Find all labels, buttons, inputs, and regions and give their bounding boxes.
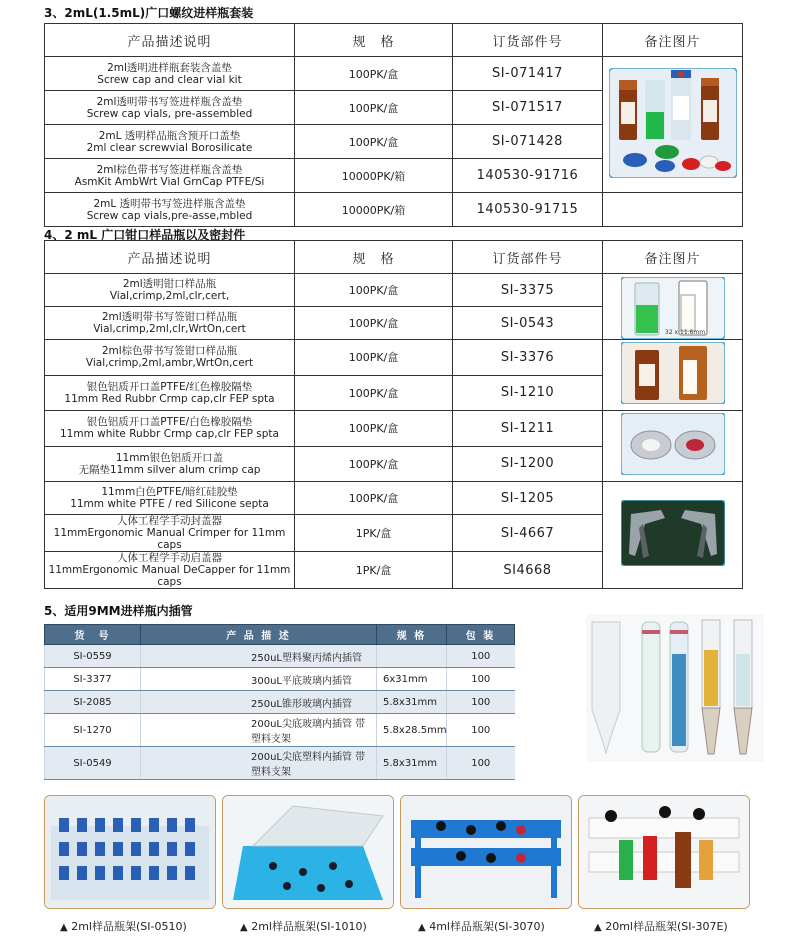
- desc-cell: 200uL尖底玻璃内插管 带塑料支架: [141, 714, 377, 747]
- amber-crimp-vial-photo-cell: [603, 340, 743, 411]
- spec-cell: 5.8x28.5mm: [377, 714, 447, 747]
- rack-caption-2: ▲ 2ml样品瓶架(SI-1010): [240, 920, 367, 933]
- spec-cell: 100PK/盒: [295, 57, 453, 91]
- spec-cell: 6x31mm: [377, 668, 447, 691]
- spec-cell: 100PK/盒: [295, 340, 453, 376]
- s3-header-part: 订货部件号: [453, 24, 603, 57]
- spec-cell: 10000PK/箱: [295, 159, 453, 193]
- desc-cell: 250uL塑料聚丙烯内插管: [141, 645, 377, 668]
- s5-header-pack: 包 装: [447, 625, 515, 645]
- pack-cell: 100: [447, 645, 515, 668]
- rack-photo-4: [578, 795, 750, 909]
- part-number-cell: SI-4667: [453, 515, 603, 552]
- amber-crimp-vial-photo: [621, 342, 725, 404]
- table-row-desc: 银色铝质开口盖PTFE/红色橡胶隔垫 11mm Red Rubbr Crmp cap,clr FEP spta: [45, 375, 295, 411]
- part-number-cell: SI-1205: [453, 482, 603, 515]
- rack-2ml-box-image: [223, 796, 393, 908]
- rack-caption-3: ▲ 4ml样品瓶架(SI-3070): [418, 920, 545, 933]
- spec-cell: 100PK/盒: [295, 411, 453, 447]
- rack-caption-4: ▲ 20ml样品瓶架(SI-307E): [594, 920, 728, 933]
- table-row-desc: 2ml透明钳口样品瓶 Vial,crimp,2ml,clr,cert,: [45, 274, 295, 307]
- spec-cell: 100PK/盒: [295, 446, 453, 482]
- pack-cell: 100: [447, 668, 515, 691]
- s3-header-spec: 规 格: [295, 24, 453, 57]
- spec-cell: 10000PK/箱: [295, 193, 453, 227]
- s4-header-part: 订货部件号: [453, 241, 603, 274]
- part-number-cell: SI-3375: [453, 274, 603, 307]
- table-row-desc: 2ml棕色带书写签进样瓶含盖垫 AsmKit AmbWrt Vial GrnCap PTFE/Si: [45, 159, 295, 193]
- spec-cell: 100PK/盒: [295, 375, 453, 411]
- s3-header-photo: 备注图片: [603, 24, 743, 57]
- part-number-cell: SI-071428: [453, 125, 603, 159]
- table-row-desc: 2mL 透明样品瓶含预开口盖垫 2ml clear screwvial Borosilicate: [45, 125, 295, 159]
- part-number-cell: SI-1211: [453, 411, 603, 447]
- s3-photo-cell: [603, 57, 743, 193]
- table-row-desc: 2ml透明带书写签钳口样品瓶 Vial,crimp,2ml,clr,WrtOn,cert: [45, 307, 295, 340]
- rack-caption-1: ▲ 2ml样品瓶架(SI-0510): [60, 920, 187, 933]
- code-cell: SI-1270: [45, 714, 141, 747]
- table-row-desc: 2ml透明带书写签进样瓶含盖垫 Screw cap vials, pre-assembled: [45, 91, 295, 125]
- table-row: [45, 668, 515, 691]
- part-number-cell: SI-1210: [453, 375, 603, 411]
- s5-header-desc: 产 品 描 述: [141, 625, 377, 645]
- section5-title: 5、适用9MM进样瓶内插管: [44, 604, 193, 618]
- table-row-desc: 11mm银色铝质开口盖 无隔垫11mm silver alum crimp cap: [45, 446, 295, 482]
- code-cell: SI-0549: [45, 747, 141, 780]
- section3-title: 3、2mL(1.5mL)广口螺纹进样瓶套装: [44, 6, 254, 20]
- s5-header-code: 货 号: [45, 625, 141, 645]
- vial-inserts-photo: [586, 614, 764, 762]
- screw-vial-kit-photo: [609, 68, 737, 178]
- spec-cell: 100PK/盒: [295, 125, 453, 159]
- desc-cell: 200uL尖底塑料内插管 带塑料支架: [141, 747, 377, 780]
- code-cell: SI-3377: [45, 668, 141, 691]
- table-row: [45, 691, 515, 714]
- part-number-cell: SI-1200: [453, 446, 603, 482]
- spec-cell: 1PK/盒: [295, 515, 453, 552]
- s4-header-spec: 规 格: [295, 241, 453, 274]
- desc-cell: 250uL锥形玻璃内插管: [141, 691, 377, 714]
- table-row: [45, 747, 515, 780]
- crimper-photo-cell: [603, 482, 743, 589]
- table-row-desc: 银色铝质开口盖PTFE/白色橡胶隔垫 11mm white Rubbr Crmp cap,clr FEP spta: [45, 411, 295, 447]
- table-row-desc: 人体工程学手动封盖器 11mmErgonomic Manual Crimper for 11mm caps: [45, 515, 295, 552]
- pack-cell: 100: [447, 714, 515, 747]
- code-cell: SI-2085: [45, 691, 141, 714]
- s5-header-spec: 规 格: [377, 625, 447, 645]
- table-row-desc: 人体工程学手动启盖器 11mmErgonomic Manual DeCapper for 11mm caps: [45, 552, 295, 589]
- part-number-cell: SI4668: [453, 552, 603, 589]
- vial-size-label: 32 x 11.6mm: [665, 329, 706, 336]
- rack-photo-2: [222, 795, 394, 909]
- part-number-cell: SI-071417: [453, 57, 603, 91]
- part-number-cell: SI-3376: [453, 340, 603, 376]
- part-number-cell: SI-071517: [453, 91, 603, 125]
- s4-header-desc: 产品描述说明: [45, 241, 295, 274]
- spec-cell: 100PK/盒: [295, 482, 453, 515]
- rack-2ml-acrylic-image: [45, 796, 215, 908]
- rack-photo-3: [400, 795, 572, 909]
- crimp-caps-photo: [621, 413, 725, 475]
- s4-header-photo: 备注图片: [603, 241, 743, 274]
- spec-cell: 100PK/盒: [295, 91, 453, 125]
- pack-cell: 100: [447, 691, 515, 714]
- desc-cell: 300uL平底玻璃内插管: [141, 668, 377, 691]
- section4-table: [44, 240, 743, 589]
- table-row: [45, 714, 515, 747]
- spec-cell: 1PK/盒: [295, 552, 453, 589]
- part-number-cell: SI-0543: [453, 307, 603, 340]
- part-number-cell: 140530-91715: [453, 193, 603, 227]
- rack-20ml-image: [579, 796, 749, 908]
- crimp-caps-photo-cell: [603, 411, 743, 482]
- spec-cell: 100PK/盒: [295, 274, 453, 307]
- spec-cell: 5.8x31mm: [377, 747, 447, 780]
- table-row: [45, 645, 515, 668]
- code-cell: SI-0559: [45, 645, 141, 668]
- table-row-desc: 2ml棕色带书写签钳口样品瓶 Vial,crimp,2ml,ambr,WrtOn,cert: [45, 340, 295, 376]
- part-number-cell: 140530-91716: [453, 159, 603, 193]
- rack-photo-1: [44, 795, 216, 909]
- table-row-desc: 11mm白色PTFE/暗红硅胶垫 11mm white PTFE / red Silicone septa: [45, 482, 295, 515]
- crimper-tool-photo: [621, 500, 725, 566]
- section5-table: [44, 624, 515, 780]
- section4-title: 4、2 mL 广口钳口样品瓶以及密封件: [44, 228, 246, 242]
- table-row-desc: 2mL 透明带书写签进样瓶含盖垫 Screw cap vials,pre-asse,mbled: [45, 193, 295, 227]
- pack-cell: 100: [447, 747, 515, 780]
- clear-crimp-vial-photo-cell: [603, 274, 743, 340]
- rack-4ml-image: [401, 796, 571, 908]
- spec-cell: 100PK/盒: [295, 307, 453, 340]
- spec-cell: 5.8x31mm: [377, 691, 447, 714]
- spec-cell: [377, 645, 447, 668]
- table-row-desc: 2ml透明进样瓶套装含盖垫 Screw cap and clear vial kit: [45, 57, 295, 91]
- section3-table: [44, 23, 743, 227]
- empty-cell: [603, 193, 743, 227]
- s3-header-desc: 产品描述说明: [45, 24, 295, 57]
